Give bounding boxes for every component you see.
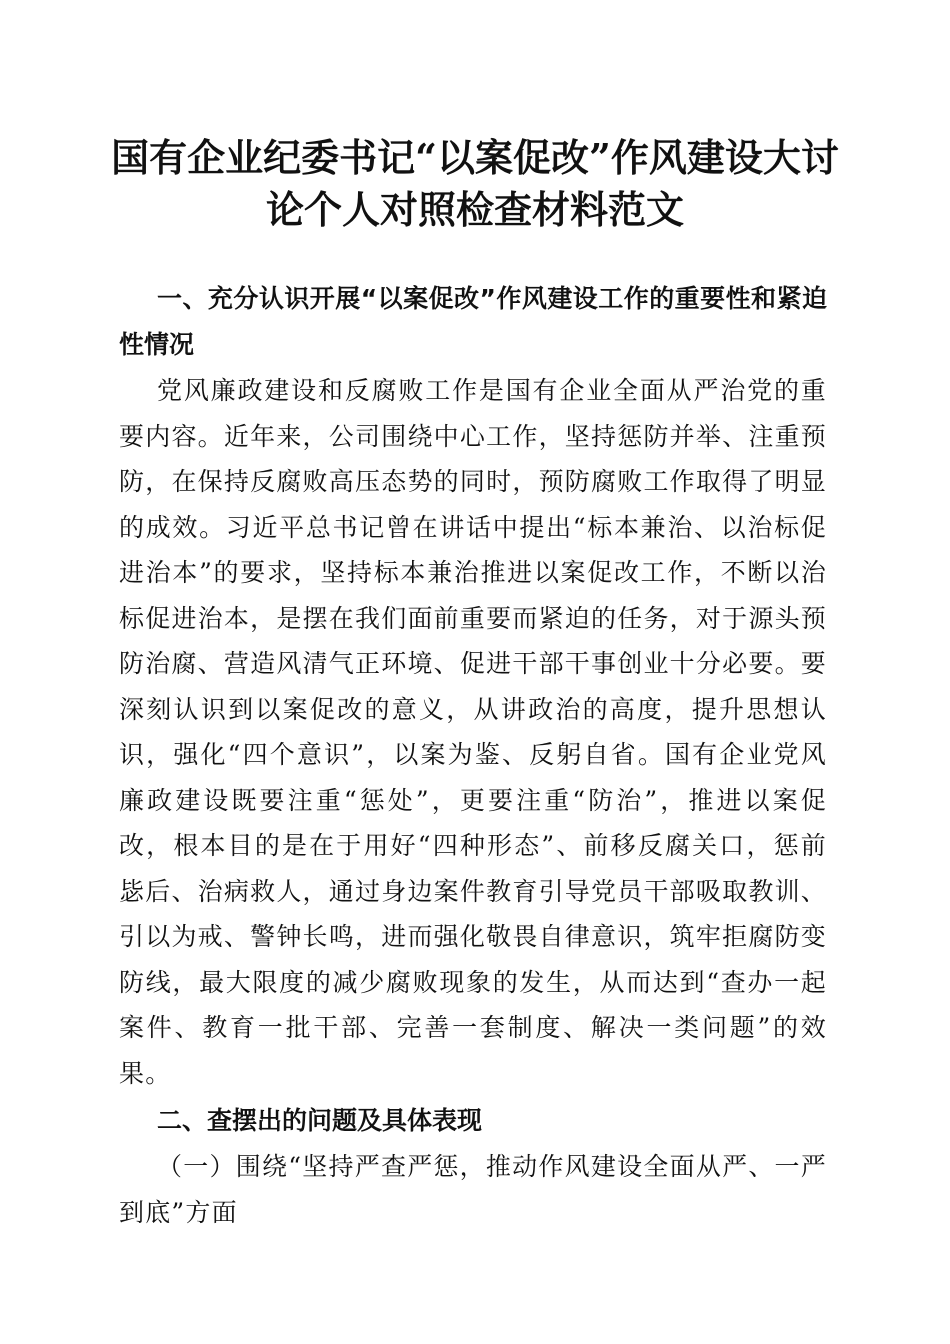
section-2-heading: 二、查摆出的问题及具体表现 [157,1106,483,1135]
section-1-heading: 一、充分认识开展“以案促改”作风建设工作的重要性和紧迫性情况 [119,284,827,359]
section-1-paragraph: 党风廉政建设和反腐败工作是国有企业全面从严治党的重要内容。近年来，公司围绕中心工作，坚持惩防并举、注重预防，在保持反腐败高压态势的同时，预防腐败工作取得了明显的成效。习近平总书记曾在讲话中提出“标本兼治、以治标促进治本”的要求，坚持标本兼治推进以案促改工作，不断以治标促进治本，是摆在我们面前重要而紧迫的任务，对于源头预防治腐、营造风清气正环境、促进干部干事创业十分必要。要深刻认识到以案促改的意义，从讲政治的高度，提升思想认识，强化“四个意识”，以案为鉴、反躬自省。国有企业党风廉政建设既要注重“惩处”，更要注重“防治”，推进以案促改，根本目的是在于用好“四种形态”、前移反腐关口，惩前毖后、治病救人，通过身边案件教育引导党员干部吸取教训、引以为戒、警钟长鸣，进而强化敬畏自律意识，筑牢拒腐防变防线，最大限度的减少腐败现象的发生，从而达到“查办一起案件、教育一批干部、完善一套制度、解决一类问题”的效果。 [119,376,827,1088]
document-body [119,276,827,1235]
document-title-line-1: 国有企业纪委书记“以案促改”作风建设大讨 [111,135,839,180]
document-title-line-2: 论个人对照检查材料范文 [265,187,684,232]
document-title [100,132,850,236]
subsection-1-heading: （一）围绕“坚持严查严惩，推动作风建设全面从严、一严到底”方面 [119,1152,827,1227]
